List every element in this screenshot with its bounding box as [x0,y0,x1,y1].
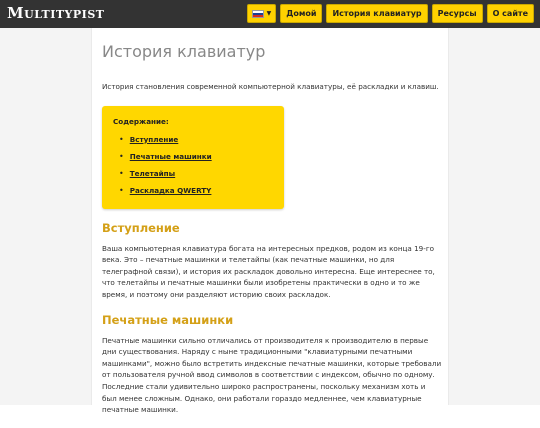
section-text: Ваша компьютерная клавиатура богата на интересных предков, родом из конца 19-го века. Это – печатные машинки и телетайпы (как печатные машинки, но для телеграфной связи), и история их раскладок довольно интересна. Еще интереснее то, что телетайпы и печатные машинки были изобретены практически в одно и то же время, и поэтому они разделяют историю своих раскладок. [102,243,435,299]
chevron-down-icon: ▼ [266,10,272,17]
section-intro [102,221,442,301]
table-of-contents [102,106,284,209]
toc-link-typewriters[interactable]: • Печатные машинки [129,151,212,161]
toc-item [113,186,273,195]
nav-home-button[interactable]: Домой [280,4,322,23]
toc-item [113,169,273,178]
toc-item [113,152,273,161]
article-page [91,28,449,415]
section-typewriters [102,313,442,416]
section-heading: Вступление [102,220,180,235]
toc-list [113,135,273,195]
toc-title: Содержание: [113,116,169,126]
site-logo[interactable]: Multitypist [7,4,105,22]
toc-item [113,135,273,144]
toc-link-teletypes[interactable]: • Телетайпы [129,168,176,178]
nav-history-button[interactable]: История клавиатур [326,4,427,23]
page-title: История клавиатур [102,42,266,61]
toc-link-intro[interactable]: • Вступление [129,134,179,144]
main-nav [247,4,534,23]
article-intro: История становления современной компьютерной клавиатуры, её раскладки и клавиш. [102,82,439,91]
toc-link-qwerty[interactable]: • Раскладка QWERTY [129,185,212,195]
nav-resources-button[interactable]: Ресурсы [432,4,483,23]
section-heading: Печатные машинки [102,312,234,327]
language-selector-button[interactable] [247,4,277,23]
section-text: Печатные машинки сильно отличались от производителя к производителю в первые дни существования. Наряду с ныне традиционными "клавиатурными печатными машинками", можно было встретить индексные печатные машинки, которые требовали от пользователя ручной ввод символов в соответствии с индексом, обычно по одному. Последние стали удивительно широко распространены, поскольку механизм хоть и был менее сложным. Однако, они работали гораздо медленнее, чем клавиатурные печатные машинки. [102,335,442,415]
top-navigation-bar [0,0,540,28]
article-content [102,42,442,428]
nav-about-button[interactable]: О сайте [487,4,534,23]
russian-flag-icon [252,10,264,18]
